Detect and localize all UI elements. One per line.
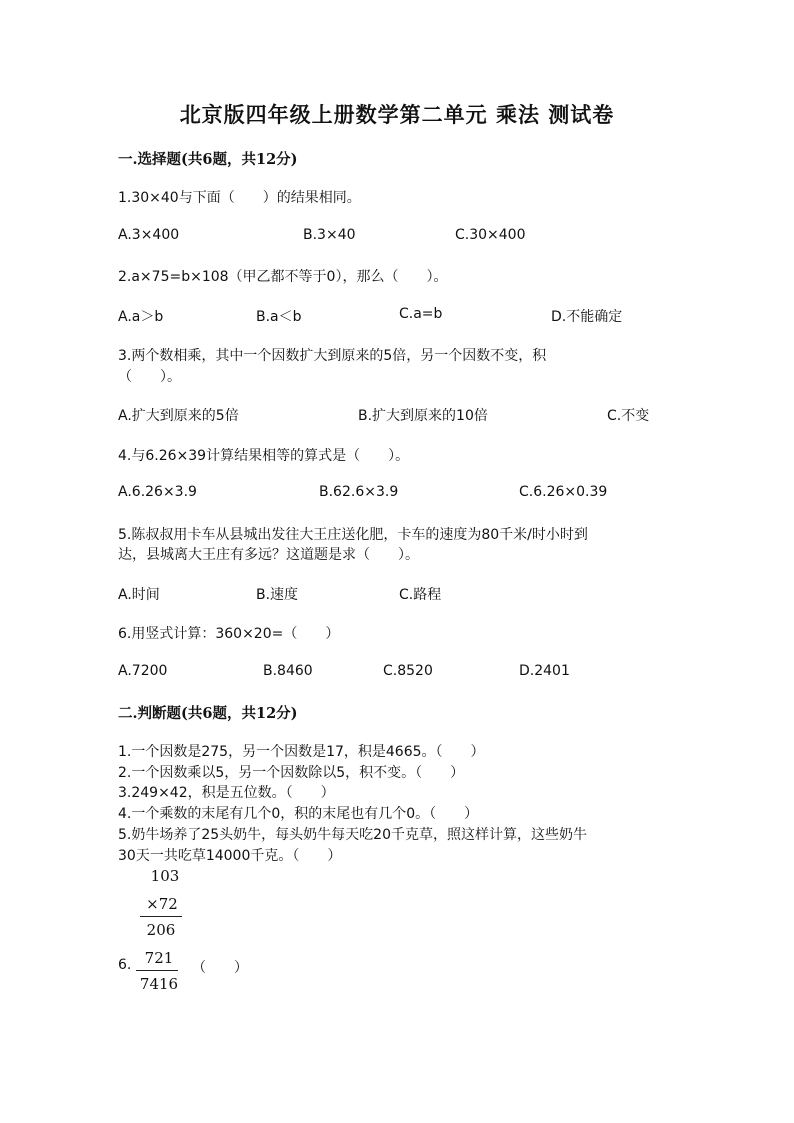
judge-item-5-line1: 5.奶牛场养了25头奶牛，每头奶牛每天吃20千克草，照这样计算，这些奶牛: [118, 827, 587, 843]
question-3-line1: 3.两个数相乘，其中一个因数扩大到原来的5倍，另一个因数不变，积: [118, 348, 547, 364]
judge-item-3: 3.249×42，积是五位数。（ ）: [118, 785, 335, 801]
judge-item-2: 2.一个因数乘以5，另一个因数除以5，积不变。（ ）: [118, 765, 465, 781]
judge-item-4: 4.一个乘数的末尾有几个0，积的末尾也有几个0。（ ）: [118, 806, 479, 822]
vertical-rule-1: [140, 916, 182, 917]
judge-item-6-blank: （ ）: [192, 960, 248, 976]
vertical-rule-2: [136, 970, 178, 971]
judge-item-5-line2: 30天一共吃草14000千克。（ ）: [118, 848, 342, 864]
option-2b[interactable]: B.a＜b: [256, 309, 302, 325]
option-3a[interactable]: A.扩大到原来的5倍: [118, 408, 239, 424]
question-1: 1.30×40与下面（ ）的结果相同。: [118, 190, 361, 206]
option-2c[interactable]: C.a=b: [399, 306, 443, 322]
section-heading-choice: 一.选择题(共6题，共12分): [118, 151, 298, 168]
judge-item-1: 1.一个因数是275，另一个因数是17，积是4665。（ ）: [118, 744, 485, 760]
question-3-line2: （ ）。: [118, 369, 181, 385]
option-5a[interactable]: A.时间: [118, 587, 160, 603]
option-2d[interactable]: D.不能确定: [551, 309, 623, 325]
question-2: 2.a×75=b×108（甲乙都不等于0），那么（ ）。: [118, 269, 448, 285]
vertical-partial-2: 721: [144, 949, 174, 967]
question-4: 4.与6.26×39计算结果相等的算式是（ ）。: [118, 448, 410, 464]
option-4b[interactable]: B.62.6×3.9: [319, 484, 399, 500]
option-2a[interactable]: A.a＞b: [118, 309, 164, 325]
option-1a[interactable]: A.3×400: [118, 227, 180, 243]
option-1b[interactable]: B.3×40: [303, 227, 356, 243]
section-heading-judge: 二.判断题(共6题，共12分): [118, 705, 298, 722]
option-5c[interactable]: C.路程: [399, 587, 442, 603]
option-3c[interactable]: C.不变: [607, 408, 650, 424]
question-6: 6.用竖式计算：360×20=（ ）: [118, 626, 340, 642]
option-6a[interactable]: A.7200: [118, 663, 168, 679]
option-1c[interactable]: C.30×400: [455, 227, 526, 243]
vertical-multiplier: ×72: [146, 895, 178, 913]
page-title: 北京版四年级上册数学第二单元 乘法 测试卷: [179, 102, 615, 127]
option-6c[interactable]: C.8520: [383, 663, 433, 679]
option-6d[interactable]: D.2401: [519, 663, 570, 679]
question-5-line1: 5.陈叔叔用卡车从县城出发往大王庄送化肥，卡车的速度为80千米/时小时到: [118, 527, 588, 543]
vertical-partial-1: 206: [146, 921, 176, 939]
option-4a[interactable]: A.6.26×3.9: [118, 484, 197, 500]
vertical-multiplicand: 103: [150, 867, 180, 885]
vertical-result: 7416: [139, 975, 179, 993]
option-6b[interactable]: B.8460: [263, 663, 313, 679]
option-5b[interactable]: B.速度: [256, 587, 299, 603]
question-5-line2: 达，县城离大王庄有多远？这道题是求（ ）。: [118, 547, 419, 563]
option-3b[interactable]: B.扩大到原来的10倍: [358, 408, 488, 424]
option-4c[interactable]: C.6.26×0.39: [519, 484, 608, 500]
judge-item-6-number: 6.: [118, 957, 132, 973]
